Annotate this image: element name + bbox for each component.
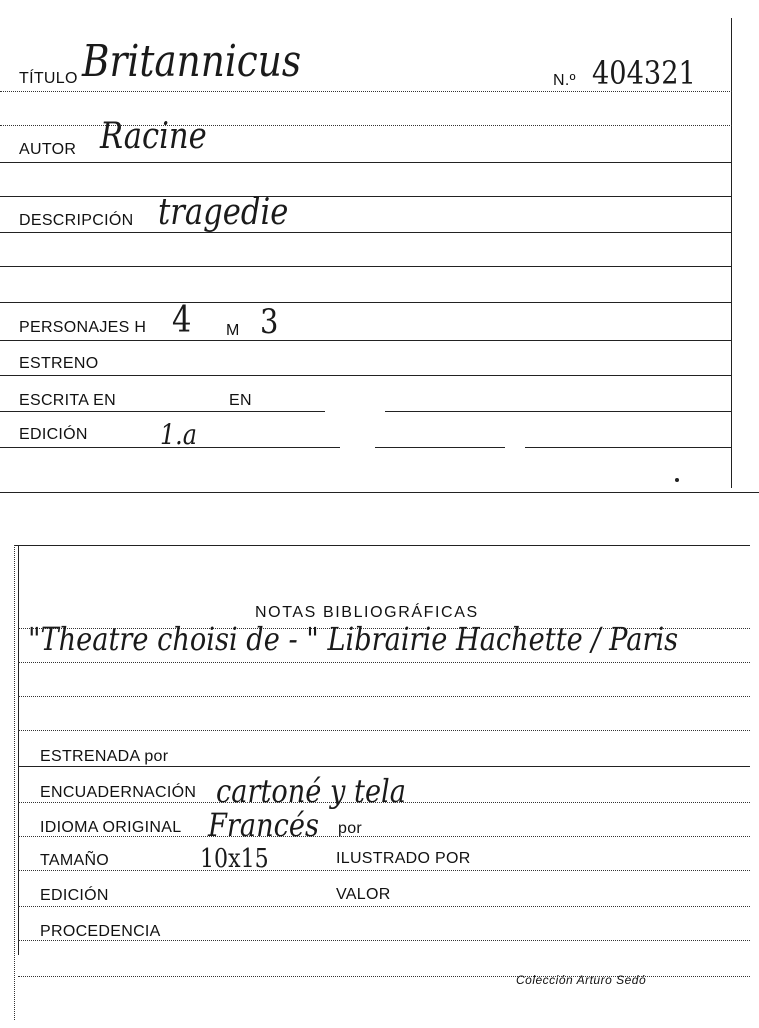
autor-value: Racine [100,116,207,157]
ruled-line [525,447,732,448]
ruled-line [0,340,732,341]
encuadernacion-value: cartoné y tela [216,772,406,810]
personajes-m-label: M [226,322,240,339]
ruled-line [0,232,732,233]
ruled-line [18,766,750,767]
descripcion-value: tragedie [158,192,289,233]
ruled-line [18,696,750,697]
ruled-line [0,162,732,163]
notas-heading: NOTAS BIBLIOGRÁFICAS [255,604,479,621]
card-edge [18,545,19,955]
escrita-label: ESCRITA EN [19,392,116,409]
ruled-line [0,196,732,197]
card-top-edge [15,545,750,546]
ruled-line [0,266,732,267]
catalog-card-top [0,0,759,494]
edicion-label: EDICIÓN [19,426,88,443]
ruled-line [385,411,732,412]
collection-footer: Colección Arturo Sedó [516,973,647,987]
personajes-m-value: 3 [260,302,279,342]
valor-label: VALOR [336,886,391,903]
card-edge [731,18,732,488]
titulo-value: Britannicus [82,36,302,87]
edicion-label: EDICIÓN [40,887,109,904]
ruled-line [0,411,325,412]
tamano-label: TAMAÑO [40,852,110,869]
ruled-line [18,662,750,663]
numero-label: N.º [553,72,576,89]
notas-value: "Theatre choisi de - " Librairie Hachette / Paris [28,620,679,658]
ilustrado-label: ILUSTRADO POR [336,850,471,867]
descripcion-label: DESCRIPCIÓN [19,212,134,229]
encuadernacion-label: ENCUADERNACIÓN [40,784,197,801]
escrita-en-label: EN [229,392,252,409]
tamano-value: 10x15 [200,844,269,874]
titulo-label: TÍTULO [19,70,78,87]
personajes-label: PERSONAJES H [19,319,147,336]
estrenada-label: ESTRENADA por [40,748,169,765]
card-edge [14,545,15,1020]
card-bottom-edge [0,492,759,493]
ink-speck [675,478,679,482]
ruled-line [18,906,750,907]
personajes-h-value: 4 [172,300,192,341]
idioma-por-label: por [338,820,363,837]
catalog-card-bottom [0,540,759,1028]
ruled-line [18,870,750,871]
numero-value: 404321 [592,54,696,92]
autor-label: AUTOR [19,141,77,158]
idioma-label: IDIOMA ORIGINAL [40,819,182,836]
ruled-line [0,302,732,303]
procedencia-label: PROCEDENCIA [40,923,161,940]
edicion-value: 1.a [160,418,197,451]
estreno-label: ESTRENO [19,355,99,372]
idioma-value: Francés [208,806,319,844]
ruled-line [375,447,505,448]
ruled-line [0,375,732,376]
ruled-line [18,730,750,731]
